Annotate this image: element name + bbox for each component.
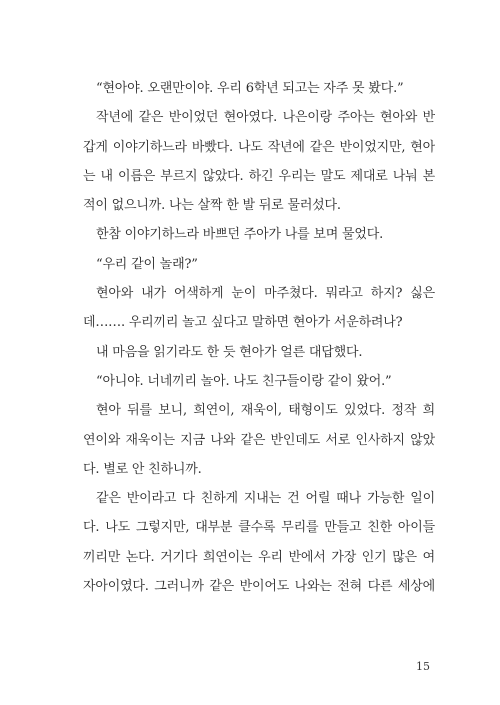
text-line: 다. 별로 안 친하니까. bbox=[83, 461, 202, 477]
text-line: “우리 같이 놀래?” bbox=[96, 256, 198, 272]
text-line: “현아야. 오랜만이야. 우리 6학년 되고는 자주 못 봤다.” bbox=[96, 81, 404, 96]
text-line: “아니야. 너네끼리 놀아. 나도 친구들이랑 같이 왔어.” bbox=[96, 373, 392, 389]
text-line: 같은 반이라고 다 친하게 지내는 건 어릴 때나 가능한 일이 bbox=[96, 491, 435, 507]
text-line: 적이 없으니까. 나는 살짝 한 발 뒤로 물러섰다. bbox=[83, 198, 341, 214]
text-line: 현아 뒤를 보니, 희연이, 재욱이, 태형이도 있었다. 정작 희 bbox=[96, 403, 435, 419]
text-line: 끼리만 논다. 거기다 희연이는 우리 반에서 가장 인기 많은 여 bbox=[83, 549, 435, 565]
text-line: 작년에 같은 반이었던 현아였다. 나은이랑 주아는 현아와 반 bbox=[96, 110, 435, 126]
body-text bbox=[83, 74, 435, 601]
text-line: 연이와 재욱이는 지금 나와 같은 반인데도 서로 인사하지 않았 bbox=[83, 432, 435, 448]
text-line: 한참 이야기하느라 바쁘던 주아가 나를 보며 물었다. bbox=[96, 227, 384, 243]
text-line: 데……. 우리끼리 놀고 싶다고 말하면 현아가 서운하려나? bbox=[83, 315, 403, 331]
text-line: 갑게 이야기하느라 바빴다. 나도 작년에 같은 반이었지만, 현아 bbox=[83, 139, 435, 155]
text-line: 현아와 내가 어색하게 눈이 마주쳤다. 뭐라고 하지? 싫은 bbox=[96, 286, 435, 302]
text-line: 자아이였다. 그러니까 같은 반이어도 나와는 전혀 다른 세상에 bbox=[83, 579, 435, 595]
text-line: 내 마음을 읽기라도 한 듯 현아가 얼른 대답했다. bbox=[96, 344, 363, 360]
text-line: 다. 나도 그렇지만, 대부분 클수록 무리를 만들고 친한 아이들 bbox=[83, 520, 435, 536]
text-line: 는 내 이름은 부르지 않았다. 하긴 우리는 말도 제대로 나눠 본 bbox=[83, 168, 435, 184]
page-number: 15 bbox=[416, 660, 430, 673]
